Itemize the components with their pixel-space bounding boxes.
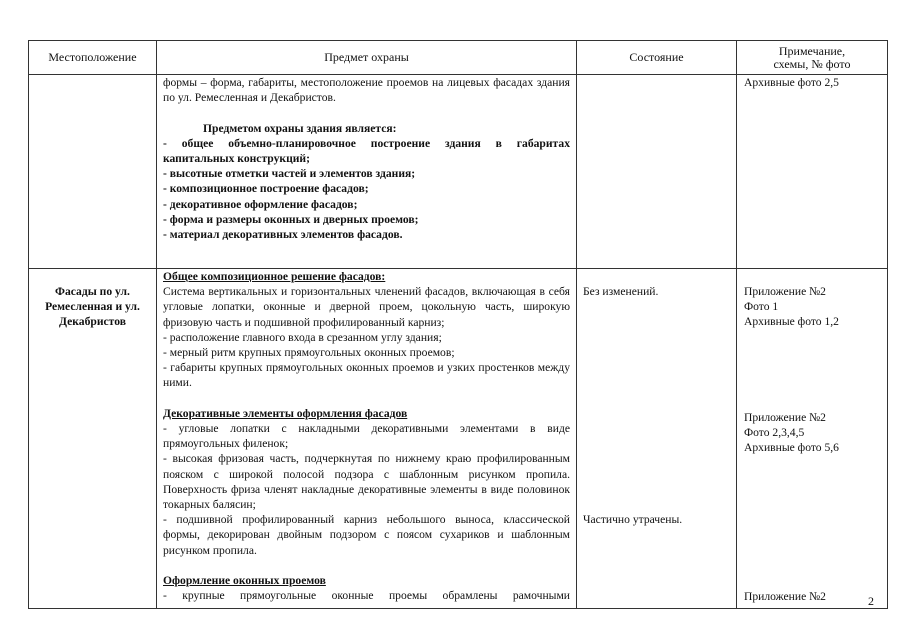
section-paragraph: - высокая фризовая часть, подчеркнутая по нижнему краю профилированным пояском с широкой полосой подзора с шаблонным рисунком пропила. Поверхность фриза членят накладные декоративные элементы в виде половинок токарных балясин; [163, 452, 570, 512]
subject-cell [157, 269, 577, 609]
subject-cell [157, 75, 577, 269]
section-title: Декоративные элементы оформления фасадов [163, 406, 408, 420]
header-location: Местоположение [29, 41, 157, 75]
heritage-protection-table [28, 40, 888, 609]
table-header-row [29, 41, 888, 75]
notes-line: Приложение №2 [744, 411, 826, 424]
notes-cell [737, 75, 888, 269]
section-paragraph: - мерный ритм крупных прямоугольных оконных проемов; [163, 346, 455, 360]
state-cell [577, 75, 737, 269]
section-paragraph: - угловые лопатки с накладными декоративными элементами в виде прямоугольных филенок; [163, 422, 570, 451]
location-text: Фасады по ул. Ремесленная и ул. Декабристов [45, 285, 140, 329]
section-paragraph: - расположение главного входа в срезанном углу здания; [163, 330, 442, 344]
subject-item: - форма и размеры оконных и дверных проемов; [163, 212, 419, 226]
notes-cell [737, 269, 888, 609]
table-row [29, 269, 888, 609]
header-notes: Примечание, схемы, № фото [737, 41, 888, 75]
subject-intro: формы – форма, габариты, местоположение проемов на лицевых фасадах здания по ул. Ремесленная и Декабристов. [163, 76, 570, 105]
section-title: Оформление оконных проемов [163, 574, 326, 588]
header-state: Состояние [577, 41, 737, 75]
location-cell [29, 75, 157, 269]
subject-item: - высотные отметки частей и элементов здания; [163, 167, 416, 181]
header-subject: Предмет охраны [157, 41, 577, 75]
section-paragraph: Система вертикальных и горизонтальных членений фасадов, включающая в себя угловые лопатки, оконные и дверной проем, цокольную часть, широкую фризовую часть и подшивной профилированный карниз; [163, 285, 570, 329]
page-number: 2 [868, 594, 874, 608]
notes-line: Фото 2,3,4,5 [744, 426, 805, 440]
section-paragraph: - крупные прямоугольные оконные проемы обрамлены рамочными [163, 589, 570, 603]
subject-item: - композиционное построение фасадов; [163, 182, 369, 196]
state-text: Частично утрачены. [583, 513, 683, 526]
subject-item: - материал декоративных элементов фасадов. [163, 228, 403, 242]
notes-line: Фото 1 [744, 300, 779, 314]
notes-line: Архивные фото 5,6 [744, 441, 839, 455]
subject-item: - декоративное оформление фасадов; [163, 197, 358, 211]
subject-item: - общее объемно-планировочное построение здания в габаритах капитальных конструкций; [163, 136, 570, 165]
notes-text: Архивные фото 2,5 [744, 76, 839, 89]
location-cell [29, 269, 157, 609]
notes-line: Приложение №2 [744, 285, 826, 298]
state-text: Без изменений. [583, 285, 659, 298]
table-row [29, 75, 888, 269]
notes-line: Приложение №2 [744, 590, 826, 603]
subject-heading: Предметом охраны здания является: [203, 121, 397, 135]
section-paragraph: - подшивной профилированный карниз небольшого выноса, классической формы, декорирован двойным подзором с поясом сухариков и шаблонным рисунком пропила. [163, 513, 570, 557]
section-title: Общее композиционное решение фасадов: [163, 270, 386, 283]
section-paragraph: - габариты крупных прямоугольных оконных проемов и узких простенков между ними. [163, 361, 570, 390]
notes-line: Архивные фото 1,2 [744, 315, 839, 329]
state-cell [577, 269, 737, 609]
